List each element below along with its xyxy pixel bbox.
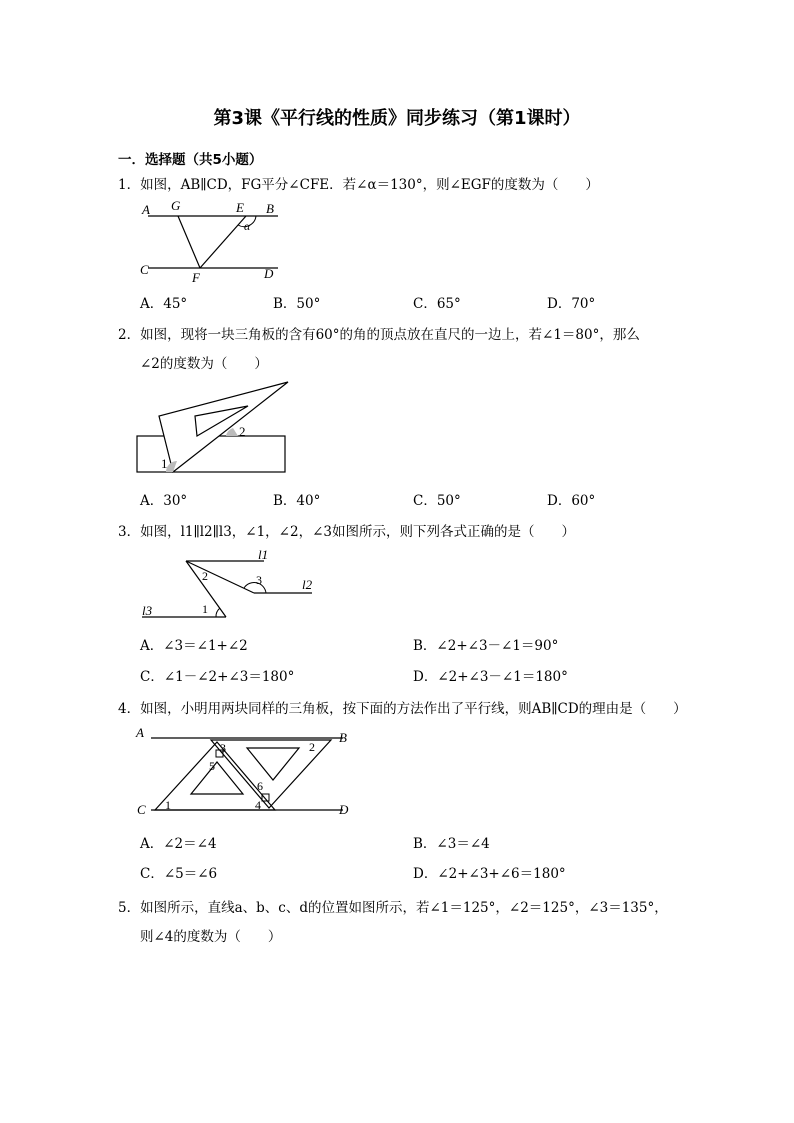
q2-option-c[interactable]: C．50° — [413, 493, 461, 509]
q4-label-C: C — [137, 802, 146, 817]
page-title: 第3课《平行线的性质》同步练习（第1课时） — [213, 108, 581, 129]
q3-angle-3-label: 3 — [256, 573, 262, 587]
question-1-figure — [138, 198, 288, 284]
q3-option-c[interactable]: C．∠1－∠2+∠3＝180° — [140, 669, 295, 685]
q3-label-l3: l3 — [142, 603, 153, 618]
q4-option-b[interactable]: B．∠3＝∠4 — [413, 836, 490, 852]
question-5-stem-line2: 则∠4的度数为（ ） — [140, 929, 282, 945]
q4-angle-2-label: 2 — [309, 740, 315, 754]
q2-angle-1-label: 1 — [161, 456, 168, 471]
question-3-stem: 3．如图，l1∥l2∥l3，∠1，∠2，∠3如图所示，则下列各式正确的是（ ） — [118, 524, 575, 540]
q4-option-c[interactable]: C．∠5＝∠6 — [140, 866, 218, 882]
q4-angle-1-label: 1 — [165, 798, 171, 812]
question-4-stem: 4．如图，小明用两块同样的三角板，按下面的方法作出了平行线，则AB∥CD的理由是（ ） — [118, 701, 687, 717]
q1-label-B: B — [266, 201, 274, 216]
q3-angle-2-label: 2 — [202, 569, 208, 583]
q1-option-d[interactable]: D．70° — [547, 296, 596, 312]
question-4-figure — [133, 722, 358, 820]
question-5-stem-line1: 5．如图所示，直线a、b、c、d的位置如图所示，若∠1＝125°，∠2＝125°，∠3＝135°， — [118, 900, 668, 916]
q2-option-d[interactable]: D．60° — [547, 493, 596, 509]
q2-option-a[interactable]: A．30° — [140, 493, 188, 509]
q1-label-C: C — [140, 262, 149, 277]
q1-label-alpha: α — [244, 219, 251, 233]
q4-label-B: B — [339, 730, 347, 745]
q1-label-D: D — [264, 266, 274, 281]
q4-label-D: D — [339, 802, 349, 817]
question-1-stem: 1．如图，AB∥CD，FG平分∠CFE．若∠α＝130°，则∠EGF的度数为（ ） — [118, 177, 599, 193]
q4-angle-6-label: 6 — [257, 779, 263, 793]
question-3-figure — [136, 547, 326, 623]
q3-option-a[interactable]: A．∠3＝∠1+∠2 — [140, 638, 248, 654]
q1-label-A: A — [142, 202, 150, 217]
q4-option-a[interactable]: A．∠2＝∠4 — [140, 836, 217, 852]
q3-option-d[interactable]: D．∠2+∠3－∠1＝180° — [413, 669, 568, 685]
q2-option-b[interactable]: B．40° — [273, 493, 321, 509]
question-2-figure — [135, 378, 295, 478]
q1-label-G: G — [171, 198, 181, 213]
q4-angle-5-label: 5 — [209, 759, 215, 773]
q3-label-l2: l2 — [302, 577, 313, 592]
section-heading: 一．选择题（共5小题） — [118, 152, 263, 168]
question-2-stem-line2: ∠2的度数为（ ） — [140, 356, 268, 372]
question-2-stem-line1: 2．如图，现将一块三角板的含有60°的角的顶点放在直尺的一边上，若∠1＝80°，那么 — [118, 327, 640, 343]
q1-option-a[interactable]: A．45° — [140, 296, 188, 312]
q3-label-l1: l1 — [258, 547, 269, 562]
q4-angle-4-label: 4 — [255, 798, 261, 812]
q3-option-b[interactable]: B．∠2+∠3－∠1＝90° — [413, 638, 559, 654]
q1-label-F: F — [192, 270, 200, 284]
q4-option-d[interactable]: D．∠2+∠3+∠6＝180° — [413, 866, 566, 882]
q2-angle-2-label: 2 — [239, 424, 246, 439]
q4-angle-3-label: 3 — [220, 741, 226, 755]
q1-option-c[interactable]: C．65° — [413, 296, 461, 312]
q3-angle-1-label: 1 — [202, 602, 208, 616]
q1-option-b[interactable]: B．50° — [273, 296, 321, 312]
q4-label-A: A — [136, 725, 144, 740]
q1-label-E: E — [236, 200, 244, 215]
